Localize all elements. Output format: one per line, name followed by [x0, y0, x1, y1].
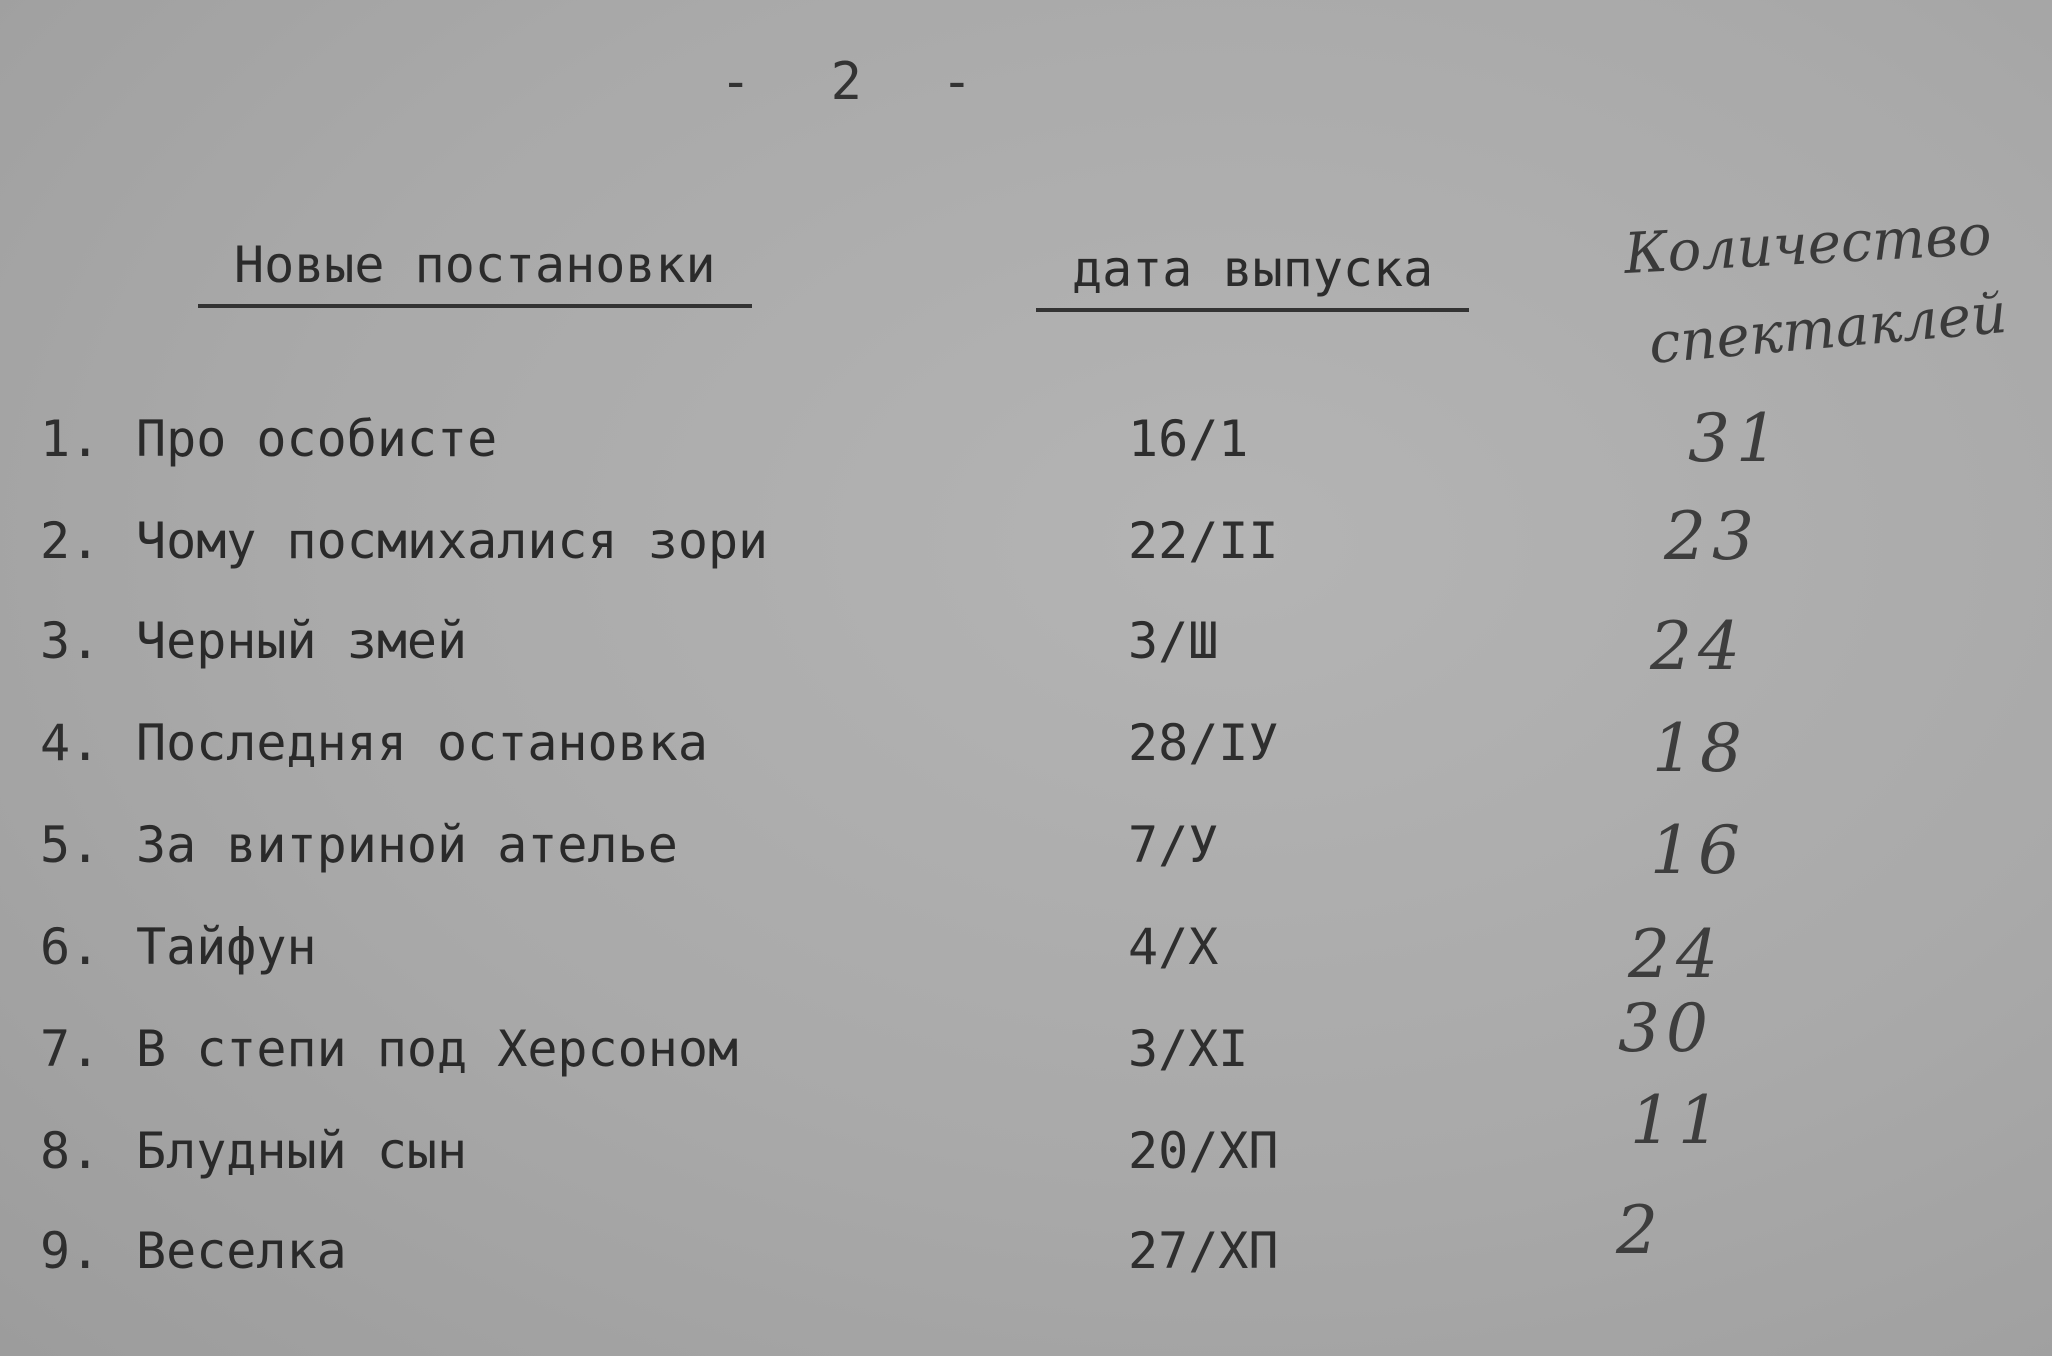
row-number: 2.: [40, 512, 101, 570]
row-date: 22/II: [1128, 512, 1279, 570]
row-date: 20/ХП: [1128, 1122, 1279, 1180]
row-count: 24: [1650, 608, 1746, 685]
row-count: 23: [1664, 498, 1760, 575]
row-title: В степи под Херсоном: [136, 1020, 739, 1078]
row-number: 4.: [40, 714, 101, 772]
row-title: Блудный сын: [136, 1122, 468, 1180]
list-item: [0, 498, 2052, 592]
list-item: [0, 918, 2052, 998]
row-number: 5.: [40, 816, 101, 874]
row-date: 4/Х: [1128, 918, 1219, 976]
row-count: 16: [1650, 812, 1746, 889]
row-date: 28/IУ: [1128, 714, 1279, 772]
row-title: Про особисте: [136, 410, 498, 468]
row-number: 3.: [40, 612, 101, 670]
list-item: [0, 400, 2052, 490]
row-number: 1.: [40, 410, 101, 468]
list-item: [0, 1192, 2052, 1302]
row-count: 30: [1618, 990, 1714, 1067]
list-item: [0, 1082, 2052, 1202]
row-number: 6.: [40, 918, 101, 976]
page-number: - 2 -: [720, 52, 997, 112]
list-item: [0, 710, 2052, 794]
row-number: 7.: [40, 1020, 101, 1078]
row-count: 18: [1652, 710, 1748, 787]
row-number: 8.: [40, 1122, 101, 1180]
row-date: 3/Ш: [1128, 612, 1219, 670]
row-title: Тайфун: [136, 918, 317, 976]
row-date: 27/ХП: [1128, 1222, 1279, 1280]
column-header-count-line1: Количество: [1622, 202, 1994, 287]
row-count: 31: [1688, 400, 1784, 477]
row-title: Последняя остановка: [136, 714, 708, 772]
column-header-title: Новые постановки: [198, 236, 752, 308]
row-title: Веселка: [136, 1222, 347, 1280]
column-header-date: дата выпуска: [1036, 240, 1469, 312]
row-date: 3/XI: [1128, 1020, 1249, 1078]
row-title: За витриной ателье: [136, 816, 678, 874]
list-item: [0, 990, 2052, 1100]
row-count: 2: [1616, 1192, 1664, 1269]
row-count: 11: [1630, 1082, 1726, 1159]
list-item: [0, 608, 2052, 692]
row-date: 7/У: [1128, 816, 1219, 874]
column-header-count-line2: спектаклей: [1646, 280, 2010, 377]
row-date: 16/1: [1128, 410, 1249, 468]
row-title: Чому посмихалися зори: [136, 512, 769, 570]
row-title: Черный змей: [136, 612, 468, 670]
row-count: 24: [1628, 916, 1724, 993]
row-number: 9.: [40, 1222, 101, 1280]
list-item: [0, 812, 2052, 896]
